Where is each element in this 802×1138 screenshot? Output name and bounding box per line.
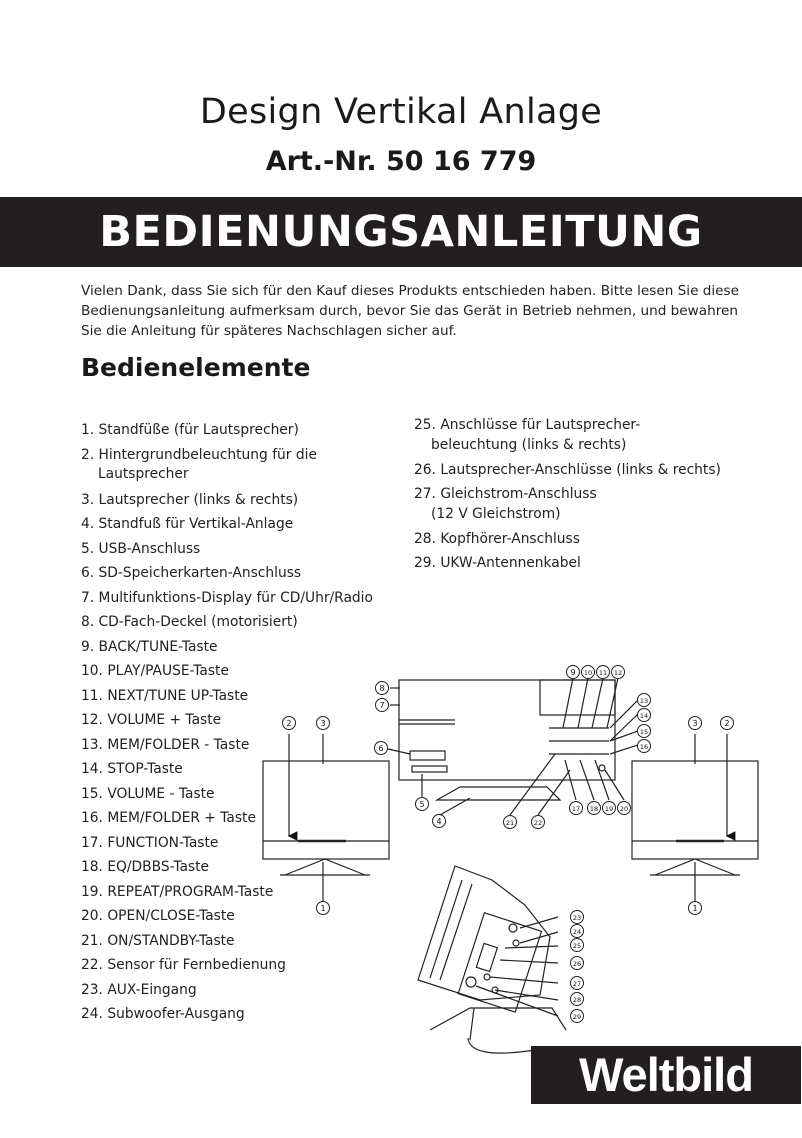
main-unit-drawing	[388, 678, 638, 815]
list-item: 29. UKW-Antennenkabel	[414, 555, 581, 571]
svg-text:17: 17	[571, 805, 581, 813]
svg-text:10: 10	[583, 669, 593, 677]
svg-text:8: 8	[379, 684, 385, 693]
left-speaker-drawing	[263, 734, 389, 902]
callout-25	[571, 939, 584, 952]
svg-text:14: 14	[639, 712, 649, 720]
list-item: 13. MEM/FOLDER - Taste	[81, 736, 250, 753]
list-item: 8. CD-Fach-Deckel (motorisiert)	[81, 614, 298, 630]
callout-4	[433, 815, 446, 828]
list-item: 24. Subwoofer-Ausgang	[81, 1006, 245, 1022]
list-item: 1. Standfüße (für Lautsprecher)	[81, 422, 299, 438]
callout-9	[567, 666, 580, 679]
svg-text:2: 2	[286, 719, 292, 728]
list-item: 5. USB-Anschluss	[81, 540, 201, 557]
svg-text:3: 3	[692, 719, 698, 728]
svg-text:19: 19	[604, 805, 614, 813]
svg-text:25: 25	[572, 942, 582, 950]
list-item-continuation: Lautsprecher	[98, 465, 189, 482]
callout-17	[570, 802, 583, 815]
list-item: 27. Gleichstrom-Anschluss	[414, 486, 597, 502]
list-item: 28. Kopfhörer-Anschluss	[414, 530, 580, 547]
svg-text:24: 24	[572, 928, 582, 936]
callout-16	[638, 740, 651, 753]
list-item: 17. FUNCTION-Taste	[81, 834, 219, 851]
list-item: 26. Lautsprecher-Anschlüsse (links & rechts)	[414, 461, 721, 478]
svg-text:16: 16	[639, 743, 649, 751]
list-item: 10. PLAY/PAUSE-Taste	[81, 663, 229, 679]
section-heading: Bedienelemente	[81, 353, 311, 382]
callout-5	[416, 798, 429, 811]
article-number: Art.-Nr. 50 16 779	[265, 146, 537, 177]
callout-21	[504, 816, 517, 829]
svg-text:18: 18	[589, 805, 599, 813]
weltbild-logo: Weltbild	[531, 1046, 801, 1104]
intro-paragraph: Vielen Dank, dass Sie sich für den Kauf dieses Produkts entschieden haben. Bitte lesen Sie diese Bedienungsanleitung aufmerksam durch, bevor Sie das Gerät in Betrieb nehmen, und bewahren Sie die Anleitung für späteres Nachschlagen sicher auf.	[81, 283, 739, 339]
list-item: 20. OPEN/CLOSE-Taste	[81, 908, 235, 924]
document-title: Design Vertikal Anlage	[199, 92, 603, 132]
list-item: 12. VOLUME + Taste	[81, 712, 222, 728]
list-item: 21. ON/STANDBY-Taste	[81, 932, 235, 949]
callout-3-right	[689, 717, 702, 730]
list-item: 4. Standfuß für Vertikal-Anlage	[81, 516, 294, 532]
list-item: 22. Sensor für Fernbedienung	[81, 957, 286, 973]
callout-11	[597, 666, 610, 679]
callout-28	[571, 993, 584, 1006]
svg-text:4: 4	[436, 817, 442, 826]
callout-13	[638, 694, 651, 707]
callout-10	[582, 666, 595, 679]
callout-15	[638, 725, 651, 738]
list-item-continuation: (12 V Gleichstrom)	[431, 506, 561, 522]
list-item: 15. VOLUME - Taste	[81, 785, 215, 802]
callout-22	[532, 816, 545, 829]
svg-text:11: 11	[598, 669, 608, 677]
callout-1-left	[317, 902, 330, 915]
callout-group	[283, 666, 734, 1023]
callout-27	[571, 977, 584, 990]
callout-2-right	[721, 717, 734, 730]
list-item-continuation: beleuchtung (links & rechts)	[431, 437, 627, 453]
callout-26	[571, 957, 584, 970]
callout-29	[571, 1010, 584, 1023]
callout-7	[376, 699, 389, 712]
list-item: 3. Lautsprecher (links & rechts)	[81, 491, 299, 508]
svg-text:15: 15	[639, 728, 649, 736]
list-item: 23. AUX-Eingang	[81, 981, 197, 998]
callout-8	[376, 682, 389, 695]
svg-text:7: 7	[379, 701, 385, 710]
svg-text:22: 22	[533, 819, 543, 827]
svg-text:26: 26	[572, 960, 582, 968]
callout-6	[375, 742, 388, 755]
svg-text:9: 9	[570, 668, 576, 677]
list-item: 25. Anschlüsse für Lautsprecher-	[414, 417, 641, 433]
callout-14	[638, 709, 651, 722]
list-item: 18. EQ/DBBS-Taste	[81, 859, 210, 875]
svg-text:28: 28	[572, 996, 582, 1004]
right-speaker-drawing	[632, 734, 758, 902]
callout-2-left	[283, 717, 296, 730]
svg-text:20: 20	[619, 805, 629, 813]
callout-19	[603, 802, 616, 815]
callout-24	[571, 925, 584, 938]
callout-18	[588, 802, 601, 815]
svg-text:29: 29	[572, 1013, 582, 1021]
list-item: 7. Multifunktions-Display für CD/Uhr/Radio	[81, 589, 373, 606]
callout-12	[612, 666, 625, 679]
svg-text:1: 1	[320, 904, 326, 913]
svg-text:13: 13	[639, 697, 649, 705]
list-item: 14. STOP-Taste	[81, 761, 183, 777]
list-item: 11. NEXT/TUNE UP-Taste	[81, 687, 249, 704]
list-item: 2. Hintergrundbeleuchtung für die	[81, 446, 317, 463]
svg-text:5: 5	[419, 800, 425, 809]
list-item: 9. BACK/TUNE-Taste	[81, 638, 218, 655]
callout-23	[571, 911, 584, 924]
list-item: 6. SD-Speicherkarten-Anschluss	[81, 565, 302, 581]
callout-3-left	[317, 717, 330, 730]
callout-20	[618, 802, 631, 815]
svg-text:3: 3	[320, 719, 326, 728]
svg-text:1: 1	[692, 904, 698, 913]
list-item: 16. MEM/FOLDER + Taste	[81, 810, 256, 826]
svg-text:2: 2	[724, 719, 730, 728]
svg-text:21: 21	[505, 819, 515, 827]
back-view-drawing	[418, 866, 566, 1053]
callout-1-right	[689, 902, 702, 915]
svg-text:12: 12	[613, 669, 623, 677]
list-item: 19. REPEAT/PROGRAM-Taste	[81, 883, 274, 900]
svg-text:6: 6	[378, 744, 384, 753]
svg-text:23: 23	[572, 914, 582, 922]
manual-banner: BEDIENUNGSANLEITUNG	[0, 197, 802, 267]
svg-text:27: 27	[572, 980, 582, 988]
